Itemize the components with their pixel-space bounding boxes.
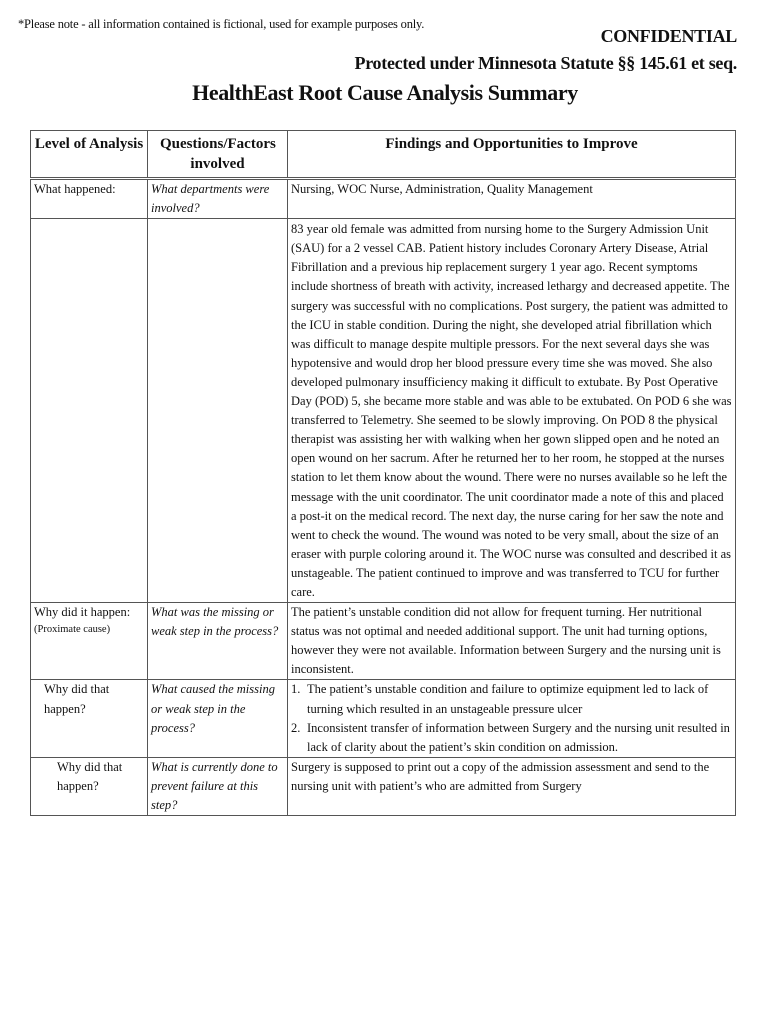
table-row [31,757,736,815]
level-cell: Why did that happen? [31,757,148,815]
level-cell [31,603,148,680]
numbered-finding [291,680,732,718]
column-header-questions: Questions/Factors involved [148,131,288,179]
question-cell: What is currently done to prevent failure at this step? [148,757,288,815]
finding-cell: The patient’s unstable condition did not allow for frequent turning. Her nutritional status was not optimal and needed additional support. The unit had turning options, however they were not available. Information between Surgery and the nursing unit is inconsistent. [288,603,736,680]
level-label: Why did it happen: [34,605,131,620]
level-cell: What happened: [31,179,148,219]
question-cell: What caused the missing or weak step in the process? [148,680,288,757]
level-sublabel: (Proximate cause) [34,624,111,636]
fictional-disclaimer: *Please note - all information contained is fictional, used for example purposes only. [18,17,425,31]
table-row [31,680,736,757]
numbered-finding [291,719,732,757]
level-cell: Why did that happen? [31,680,148,757]
question-cell: What was the missing or weak step in the process? [148,603,288,680]
question-cell [148,219,288,603]
finding-cell: Nursing, WOC Nurse, Administration, Quality Management [288,179,736,219]
table-header-row [31,131,736,179]
column-header-findings: Findings and Opportunities to Improve [288,131,736,179]
page-title: HealthEast Root Cause Analysis Summary [192,80,578,105]
statute-protection: Protected under Minnesota Statute §§ 145.61 et seq. [354,53,737,73]
question-cell: What departments were involved? [148,179,288,219]
finding-text: Inconsistent transfer of information between Surgery and the nursing unit resulted in lack of clarity about the patient’s skin condition on admission. [307,720,730,754]
finding-number: 1. [291,682,301,697]
level-cell [31,219,148,603]
table-row [31,219,736,603]
finding-cell [288,680,736,757]
finding-number: 2. [291,720,301,735]
table-row [31,603,736,680]
confidential-label: CONFIDENTIAL [600,26,737,46]
column-header-level: Level of Analysis [31,131,148,179]
table-row [31,179,736,219]
rca-table [30,130,736,816]
finding-cell: 83 year old female was admitted from nursing home to the Surgery Admission Unit (SAU) for a 2 vessel CAB. Patient history includes Coronary Artery Disease, Atrial Fibrillation and a previous hip replacement surgery 1 year ago. Recent symptoms include shortness of breath with activity, increased lethargy and decreased appetite. The surgery was successful with no complications. Post surgery, the patient was admitted to the ICU in stable condition. During the night, she developed atrial fibrillation which was difficult to manage despite multiple pressors. For the next several days she was hypotensive and would drop her blood pressure every time she was moved. She also developed pulmonary insufficiency making it difficult to extubate. By Post Operative Day (POD) 5, she became more stable and was able to be extubated. On POD 6 she was transferred to Telemetry. She seemed to be slowly improving. On POD 8 the physical therapist was assisting her with walking when her gown slipped open and he noted an open wound on her sacrum. After he returned her to her room, he stopped at the nurses station to let them know about the wound. There were no nurses available so he left the message with the unit coordinator. The unit coordinator made a note of this and placed a post-it on the medical record. The next day, the nurse caring for her saw the note and went to check the wound. The wound was noted to be very small, about the size of an eraser with purple coloring around it. The WOC nurse was consulted and described it as unstageable. The patient continued to improve and was transferred to TCU for further care. [288,219,736,603]
finding-text: The patient’s unstable condition and failure to optimize equipment led to lack of turning which resulted in an unstageable pressure ulcer [307,682,709,716]
finding-cell: Surgery is supposed to print out a copy of the admission assessment and send to the nursing unit with patient’s who are admitted from Surgery [288,757,736,815]
